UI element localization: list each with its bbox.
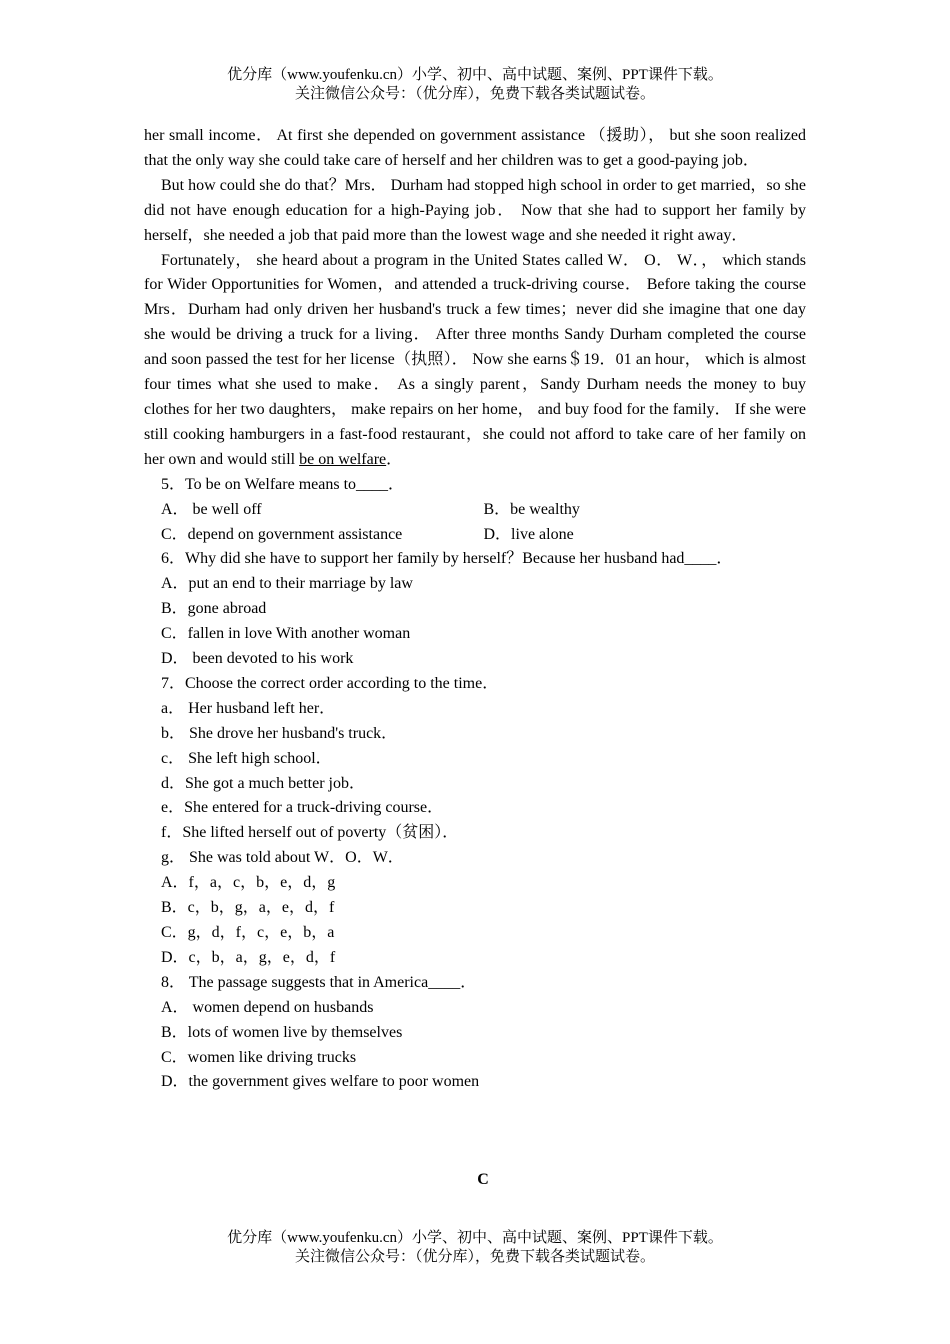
passage-paragraph-2: But how could she do that？Mrs． Durham had stopped high school in order to get married，so she did not have enough education for a high-Paying job． Now that she had to support her family by herself，she needed a job that paid more than the lowest wage and she needed it right away． [144,176,806,244]
question-7-option-c: C．g，d，f，c，e，b，a [161,924,335,941]
question-7-event-e: e．She entered for a truck-driving course． [161,799,444,817]
question-6-option-b: B．gone abroad [161,600,267,618]
underlined-phrase: be on welfare [299,450,387,468]
question-7-event-b: b． She drove her husband's truck． [161,724,398,742]
question-7-option-b: B．c，b，g，a，e，d，f [161,899,335,917]
question-6-stem: 6．Why did she have to support her family by herself？Because her husband had____． [161,550,733,568]
question-5-options-row-1 [144,498,806,523]
footer-line-1: 优分库（www.youfenku.cn）小学、初中、高中试题、案例、PPT课件下载。 [227,1230,723,1246]
question-7-event-f: f．She lifted herself out of poverty（贫困）． [161,824,459,842]
question-8-stem: 8． The passage suggests that in America____． [161,973,477,991]
paragraph-3-end: ． [386,450,403,468]
question-5-options-row-2 [144,523,806,548]
passage-content [144,124,806,1095]
question-5-option-c: C．depend on government assistance [161,525,403,543]
question-7-event-c: c． She left high school． [161,749,332,767]
header-line-2: 关注微信公众号：（优分库），免费下载各类试题试卷。 [294,86,655,102]
question-8-option-b: B．lots of women live by themselves [161,1023,403,1041]
page-footer [0,1229,950,1267]
question-7-stem: 7．Choose the correct order according to the time． [161,674,499,692]
question-5-option-d: D．live alone [483,525,574,543]
question-8-option-d: D．the government gives welfare to poor women [161,1073,480,1091]
passage-paragraph-3 [144,249,806,473]
header-line-1: 优分库（www.youfenku.cn）小学、初中、高中试题、案例、PPT课件下载。 [227,67,723,83]
question-7-option-a: A．f，a，c，b，e，d，g [161,874,336,892]
question-7-event-d: d．She got a much better job． [161,774,365,792]
question-5-option-a: A． be well off [161,500,262,518]
question-7-option-d: D．c，b，a，g，e，d，f [161,948,336,966]
question-8-option-c: C．women like driving trucks [161,1048,357,1066]
question-5-option-b: B．be wealthy [483,500,580,518]
passage-paragraph-1: her small income． At first she depended on government assistance （援助）， but she soon realized that the only way she could take care of herself and her children was to get a good-paying job． [144,127,806,169]
paragraph-3-text: Fortunately， she heard about a program in the United States called W． O． W．， which stands for Wider Opportunities for Women，and attended a truck-driving course． Before taking the course Mrs．Durham had only driven her husband's truck a few times；never did she imagine that one day she would be driving a truck for a living． After three months Sandy Durham completed the course and soon passed the test for her license（执照）． Now she earns＄19．01 an hour， which is almost four times what she used to make． As a singly parent，Sandy Durham needs the money to buy clothes for her two daughters， make repairs on her home， and buy food for the family． If she were still cooking hamburgers in a fast-food restaurant，she could not afford to take care of her family on her own and would still [144,251,806,468]
question-6-option-a: A．put an end to their marriage by law [161,575,413,593]
question-6-option-c: C．fallen in love With another woman [161,625,411,643]
section-heading: C [477,1171,489,1188]
question-5-stem: 5．To be on Welfare means to____． [161,475,405,493]
footer-line-2: 关注微信公众号：（优分库），免费下载各类试题试卷。 [294,1249,655,1265]
question-7-event-a: a． Her husband left her． [161,699,336,717]
page-header [0,66,950,104]
question-8-option-a: A． women depend on husbands [161,998,374,1016]
question-7-event-g: g． She was told about W．O．W． [161,849,404,867]
question-6-option-d: D． been devoted to his work [161,650,354,668]
